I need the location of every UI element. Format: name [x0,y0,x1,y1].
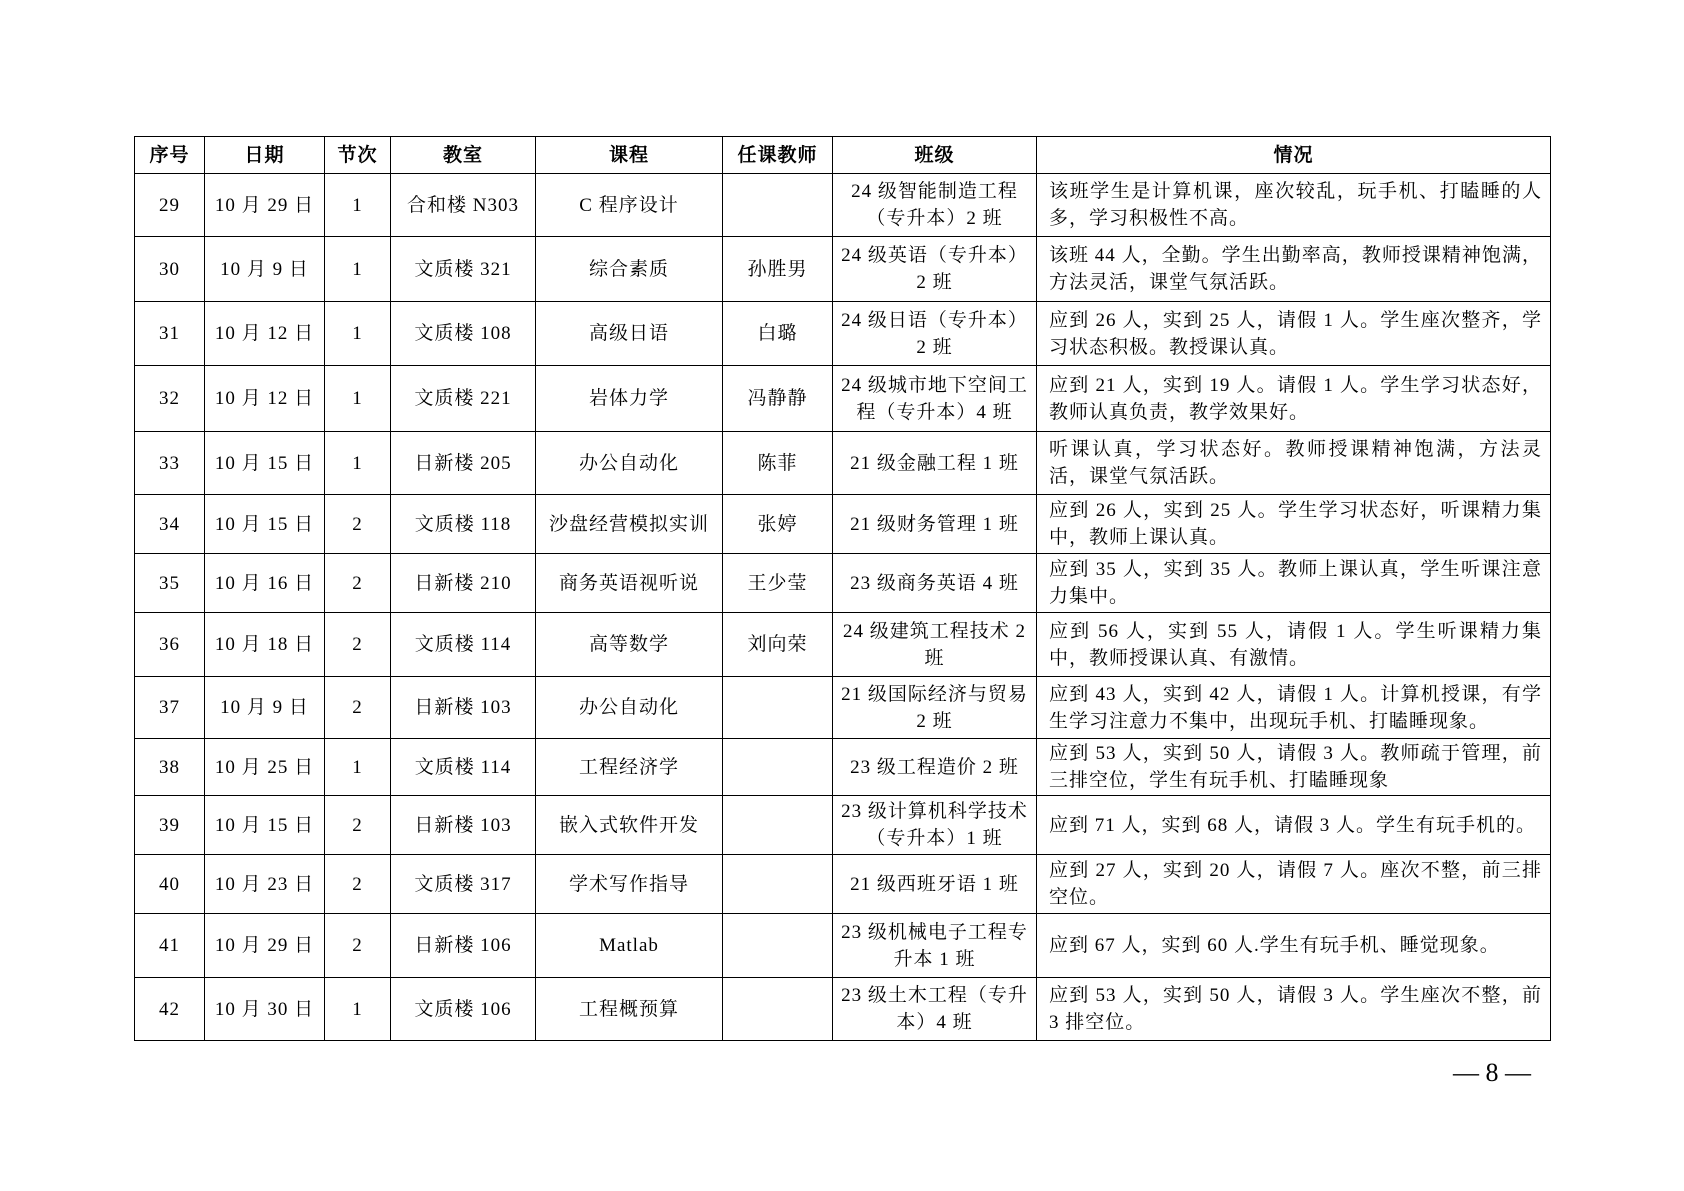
cell-room: 文质楼 114 [391,613,536,677]
cell-class: 21 级西班牙语 1 班 [833,855,1037,914]
table-row [135,677,1551,739]
cell-date: 10 月 12 日 [205,366,325,432]
header-period: 节次 [325,137,391,174]
cell-room: 日新楼 103 [391,677,536,739]
cell-no: 38 [135,739,205,796]
cell-room: 日新楼 210 [391,554,536,613]
cell-situation: 应到 26 人，实到 25 人。学生学习状态好，听课精力集中，教师上课认真。 [1037,495,1551,554]
cell-date: 10 月 12 日 [205,302,325,366]
cell-situation: 应到 21 人，实到 19 人。请假 1 人。学生学习状态好，教师认真负责，教学效果好。 [1037,366,1551,432]
cell-course: 办公自动化 [536,432,723,495]
cell-class: 21 级财务管理 1 班 [833,495,1037,554]
cell-no: 36 [135,613,205,677]
cell-situation: 应到 67 人，实到 60 人.学生有玩手机、睡觉现象。 [1037,914,1551,978]
cell-situation: 应到 53 人，实到 50 人，请假 3 人。学生座次不整，前 3 排空位。 [1037,978,1551,1041]
cell-room: 文质楼 317 [391,855,536,914]
cell-room: 日新楼 106 [391,914,536,978]
cell-class: 24 级城市地下空间工程（专升本）4 班 [833,366,1037,432]
cell-no: 33 [135,432,205,495]
table-row [135,495,1551,554]
cell-course: C 程序设计 [536,174,723,237]
cell-course: 沙盘经营模拟实训 [536,495,723,554]
cell-no: 40 [135,855,205,914]
table-row [135,432,1551,495]
cell-no: 41 [135,914,205,978]
cell-course: 学术写作指导 [536,855,723,914]
table-row [135,366,1551,432]
cell-course: 高级日语 [536,302,723,366]
cell-period: 2 [325,796,391,855]
table-row [135,914,1551,978]
cell-period: 1 [325,366,391,432]
cell-class: 23 级计算机科学技术（专升本）1 班 [833,796,1037,855]
cell-period: 2 [325,914,391,978]
cell-teacher [723,796,833,855]
cell-class: 21 级金融工程 1 班 [833,432,1037,495]
table-row [135,302,1551,366]
cell-situation: 应到 56 人，实到 55 人，请假 1 人。学生听课精力集中，教师授课认真、有激情。 [1037,613,1551,677]
cell-teacher: 孙胜男 [723,237,833,302]
cell-date: 10 月 9 日 [205,237,325,302]
cell-no: 32 [135,366,205,432]
cell-course: Matlab [536,914,723,978]
cell-situation: 该班学生是计算机课，座次较乱，玩手机、打瞌睡的人多，学习积极性不高。 [1037,174,1551,237]
table-row [135,978,1551,1041]
cell-period: 1 [325,174,391,237]
cell-room: 文质楼 321 [391,237,536,302]
cell-no: 37 [135,677,205,739]
cell-date: 10 月 30 日 [205,978,325,1041]
table-row [135,554,1551,613]
cell-no: 39 [135,796,205,855]
cell-no: 31 [135,302,205,366]
cell-course: 岩体力学 [536,366,723,432]
cell-period: 2 [325,613,391,677]
cell-teacher: 王少莹 [723,554,833,613]
cell-date: 10 月 15 日 [205,432,325,495]
cell-period: 2 [325,677,391,739]
cell-room: 日新楼 103 [391,796,536,855]
cell-date: 10 月 25 日 [205,739,325,796]
cell-situation: 应到 53 人，实到 50 人，请假 3 人。教师疏于管理，前三排空位，学生有玩手机、打瞌睡现象 [1037,739,1551,796]
cell-date: 10 月 15 日 [205,495,325,554]
cell-situation: 应到 27 人，实到 20 人，请假 7 人。座次不整，前三排空位。 [1037,855,1551,914]
cell-date: 10 月 29 日 [205,914,325,978]
cell-teacher [723,978,833,1041]
cell-teacher: 陈菲 [723,432,833,495]
cell-teacher: 冯静静 [723,366,833,432]
cell-teacher [723,677,833,739]
cell-date: 10 月 15 日 [205,796,325,855]
header-course: 课程 [536,137,723,174]
cell-period: 1 [325,302,391,366]
cell-teacher [723,855,833,914]
cell-class: 23 级工程造价 2 班 [833,739,1037,796]
header-no: 序号 [135,137,205,174]
cell-situation: 应到 35 人，实到 35 人。教师上课认真，学生听课注意力集中。 [1037,554,1551,613]
cell-room: 文质楼 118 [391,495,536,554]
cell-no: 29 [135,174,205,237]
cell-no: 35 [135,554,205,613]
cell-period: 1 [325,978,391,1041]
cell-situation: 应到 71 人，实到 68 人，请假 3 人。学生有玩手机的。 [1037,796,1551,855]
header-row [135,137,1551,174]
cell-no: 42 [135,978,205,1041]
cell-period: 1 [325,237,391,302]
table-row [135,796,1551,855]
cell-period: 2 [325,554,391,613]
cell-course: 高等数学 [536,613,723,677]
cell-situation: 听课认真，学习状态好。教师授课精神饱满，方法灵活，课堂气氛活跃。 [1037,432,1551,495]
cell-date: 10 月 18 日 [205,613,325,677]
cell-teacher: 白璐 [723,302,833,366]
cell-room: 文质楼 108 [391,302,536,366]
cell-teacher: 刘向荣 [723,613,833,677]
cell-period: 2 [325,495,391,554]
cell-class: 24 级英语（专升本）2 班 [833,237,1037,302]
cell-teacher [723,914,833,978]
cell-no: 34 [135,495,205,554]
cell-room: 文质楼 114 [391,739,536,796]
table-row [135,237,1551,302]
table-row [135,739,1551,796]
table-row [135,174,1551,237]
cell-no: 30 [135,237,205,302]
cell-teacher: 张婷 [723,495,833,554]
cell-teacher [723,174,833,237]
inspection-table [134,136,1551,1041]
cell-class: 21 级国际经济与贸易 2 班 [833,677,1037,739]
page-number: — 8 — [1453,1058,1531,1087]
table-row [135,613,1551,677]
cell-room: 合和楼 N303 [391,174,536,237]
header-date: 日期 [205,137,325,174]
cell-class: 24 级建筑工程技术 2 班 [833,613,1037,677]
cell-teacher [723,739,833,796]
cell-class: 24 级日语（专升本）2 班 [833,302,1037,366]
cell-date: 10 月 23 日 [205,855,325,914]
header-class: 班级 [833,137,1037,174]
cell-class: 23 级商务英语 4 班 [833,554,1037,613]
cell-date: 10 月 9 日 [205,677,325,739]
cell-room: 文质楼 221 [391,366,536,432]
cell-period: 2 [325,855,391,914]
cell-class: 24 级智能制造工程（专升本）2 班 [833,174,1037,237]
cell-class: 23 级机械电子工程专升本 1 班 [833,914,1037,978]
cell-class: 23 级土木工程（专升本）4 班 [833,978,1037,1041]
cell-course: 商务英语视听说 [536,554,723,613]
cell-date: 10 月 29 日 [205,174,325,237]
cell-course: 工程概预算 [536,978,723,1041]
header-situation: 情况 [1037,137,1551,174]
cell-course: 工程经济学 [536,739,723,796]
cell-course: 综合素质 [536,237,723,302]
header-room: 教室 [391,137,536,174]
cell-course: 办公自动化 [536,677,723,739]
header-teacher: 任课教师 [723,137,833,174]
cell-room: 日新楼 205 [391,432,536,495]
cell-period: 1 [325,739,391,796]
cell-period: 1 [325,432,391,495]
cell-course: 嵌入式软件开发 [536,796,723,855]
cell-situation: 应到 43 人，实到 42 人，请假 1 人。计算机授课，有学生学习注意力不集中，出现玩手机、打瞌睡现象。 [1037,677,1551,739]
table-row [135,855,1551,914]
cell-situation: 该班 44 人，全勤。学生出勤率高，教师授课精神饱满，方法灵活，课堂气氛活跃。 [1037,237,1551,302]
cell-room: 文质楼 106 [391,978,536,1041]
cell-situation: 应到 26 人，实到 25 人，请假 1 人。学生座次整齐，学习状态积极。教授课认真。 [1037,302,1551,366]
cell-date: 10 月 16 日 [205,554,325,613]
